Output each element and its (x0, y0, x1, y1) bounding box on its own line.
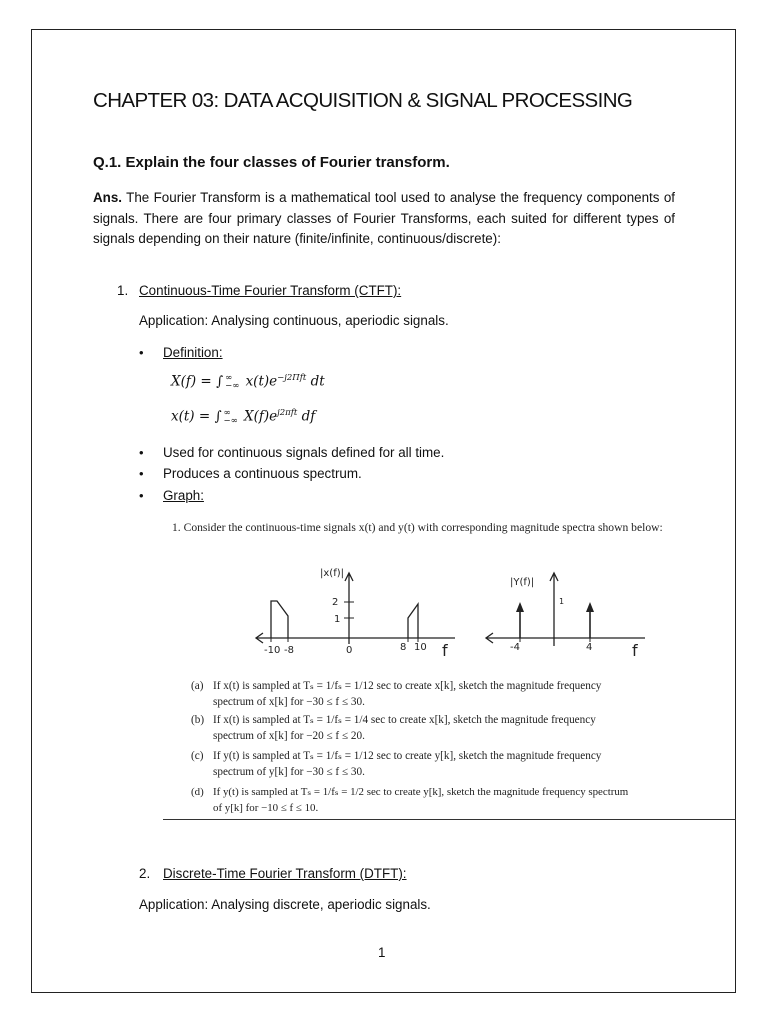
page-border (31, 29, 736, 993)
y-tick-label-2: 2 (332, 597, 339, 608)
section-number: 2. (139, 866, 151, 881)
ctft-inverse-formula (171, 408, 315, 425)
left-plot-title: |x(f)| (320, 568, 344, 579)
page-number: 1 (378, 945, 386, 960)
integral-upper: ∞ (225, 373, 233, 383)
definition-label: Definition: (163, 345, 223, 360)
bullet-dot: • (139, 445, 144, 460)
section-title-dtft: Discrete-Time Fourier Transform (DTFT): (163, 866, 407, 881)
x-tick-label: -8 (284, 645, 294, 656)
dtft-application: Application: Analysing discrete, aperiodic signals. (139, 897, 431, 912)
answer-text: The Fourier Transform is a mathematical tool used to analyse the frequency components of signals. There are four primary classes of Fourier Transforms, each suited for different types of signals depending on their nature (finite/infinite, continuous/discrete): (93, 190, 676, 247)
formula-lhs: X(f) = ∫ (171, 373, 224, 390)
formula-exponent: −j2Πft (277, 373, 307, 383)
left-spectrum-lobe (271, 601, 288, 638)
ctft-forward-formula (171, 373, 325, 390)
impulse-arrowhead (586, 602, 594, 612)
problem-item-b: (b) If x(t) is sampled at Tₛ = 1/fₛ = 1/4 sec to create x[k], sketch the magnitude frequency spectrum of x[k] for −20 ≤ f ≤ 20. (191, 714, 596, 742)
right-axis-f-label: f (632, 641, 638, 660)
problem-item-a: (a) If x(t) is sampled at Tₛ = 1/fₛ = 1/12 sec to create x[k], sketch the magnitude frequency spectrum of x[k] for −30 ≤ f ≤ 30. (191, 680, 602, 708)
formula-body: x(t)e (241, 373, 278, 390)
question-heading: Q.1. Explain the four classes of Fourier transform. (93, 154, 450, 171)
bullet-dot: • (139, 488, 144, 503)
section-number: 1. (117, 283, 129, 298)
graph-label: Graph: (163, 488, 204, 503)
x-tick-label: 4 (586, 642, 593, 653)
x-tick-label: -10 (264, 645, 281, 656)
x-tick-label: 10 (414, 642, 427, 653)
formula-body: X(f)e (239, 408, 278, 425)
formula-lhs: x(t) = ∫ (171, 408, 222, 425)
integral-upper: ∞ (223, 408, 231, 418)
formula-tail: dt (306, 373, 325, 390)
impulse-label: 1 (559, 597, 565, 606)
bullet-continuous-spectrum: Produces a continuous spectrum. (163, 466, 362, 481)
answer-label: Ans. (93, 190, 123, 205)
right-spectrum-plot (486, 573, 645, 660)
x-tick-label: -4 (510, 642, 520, 653)
integral-lower: −∞ (225, 381, 240, 391)
left-axis-f-label: f (442, 641, 448, 660)
section-title-ctft: Continuous-Time Fourier Transform (CTFT): (139, 283, 402, 298)
chapter-title: CHAPTER 03: DATA ACQUISITION & SIGNAL PROCESSING (93, 89, 633, 112)
answer-paragraph (93, 188, 675, 250)
right-plot-title: |Y(f)| (510, 577, 535, 588)
integral-lower: −∞ (223, 416, 238, 426)
problem-item-c: (c) If y(t) is sampled at Tₛ = 1/fₛ = 1/12 sec to create y[k], sketch the magnitude frequency spectrum of y[k] for −30 ≤ f ≤ 30. (191, 750, 602, 778)
left-spectrum-plot (256, 568, 455, 660)
y-tick-label-1: 1 (334, 614, 341, 625)
bullet-dot: • (139, 345, 144, 360)
image-bottom-rule (163, 819, 736, 820)
right-spectrum-lobe (408, 604, 418, 638)
x-tick-label: 8 (400, 642, 407, 653)
formula-tail: df (297, 408, 316, 425)
problem-item-d: (d) If y(t) is sampled at Tₛ = 1/fₛ = 1/2 sec to create y[k], sketch the magnitude frequency spectrum of y[k] for −10 ≤ f ≤ 10. (191, 786, 629, 814)
bullet-continuous-signals: Used for continuous signals defined for all time. (163, 445, 445, 460)
problem-heading: 1. Consider the continuous-time signals x(t) and y(t) with corresponding magnitude spectra shown below: (172, 521, 663, 534)
x-tick-label: 0 (346, 645, 353, 656)
impulse-arrowhead (516, 602, 524, 612)
ctft-application: Application: Analysing continuous, aperiodic signals. (139, 313, 449, 328)
spectra-sketch (250, 560, 660, 660)
formula-exponent: j2πft (277, 408, 298, 418)
bullet-dot: • (139, 466, 144, 481)
